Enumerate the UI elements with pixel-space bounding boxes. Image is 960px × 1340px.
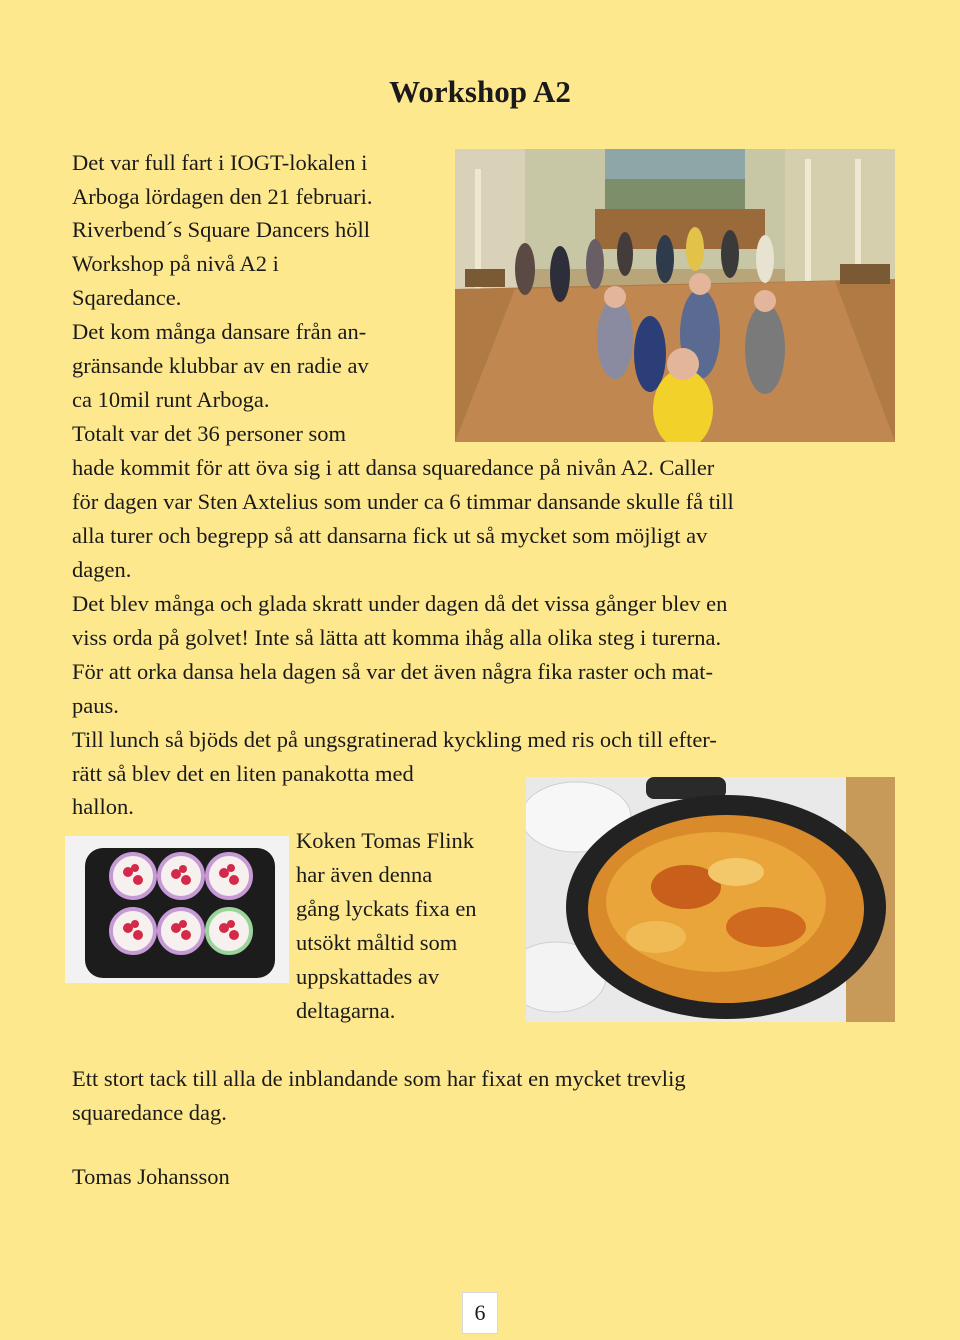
- body-line: för dagen var Sten Axtelius som under ca 6 timmar dansande skulle få till: [72, 489, 734, 514]
- intro-line: Sqaredance.: [72, 285, 182, 310]
- thanks-line: Ett stort tack till alla de inblandande som har fixat en mycket trevlig: [72, 1066, 686, 1091]
- intro-line: gränsande klubbar av en radie av: [72, 353, 369, 378]
- dessert-photo: [65, 836, 289, 983]
- body-line: alla turer och begrepp så att dansarna fick ut så mycket som möjligt av: [72, 523, 708, 548]
- cook-line: har även denna: [296, 862, 433, 887]
- thanks-line: squaredance dag.: [72, 1100, 227, 1125]
- intro-line: Det kom många dansare från an-: [72, 319, 367, 344]
- intro-line: ca 10mil runt Arboga.: [72, 387, 270, 412]
- body-line: dagen.: [72, 557, 132, 582]
- body-line: hallon.: [72, 794, 134, 819]
- body-line: viss orda på golvet! Inte så lätta att komma ihåg alla olika steg i turerna.: [72, 625, 722, 650]
- body-line: hade kommit för att öva sig i att dansa squaredance på nivån A2. Caller: [72, 455, 715, 480]
- cook-line: gång lyckats fixa en: [296, 896, 477, 921]
- page-number: 6: [462, 1292, 498, 1334]
- intro-line: Arboga lördagen den 21 februari.: [72, 184, 373, 209]
- intro-line: Det var full fart i IOGT-lokalen i: [72, 150, 368, 175]
- cook-line: uppskattades av: [296, 964, 440, 989]
- intro-line: Riverbend´s Square Dancers höll: [72, 217, 371, 242]
- cook-line: deltagarna.: [296, 998, 396, 1023]
- intro-line: Totalt var det 36 personer som: [72, 421, 346, 446]
- page-title: Workshop A2: [389, 74, 571, 109]
- intro-line: Workshop på nivå A2 i: [72, 251, 279, 276]
- signature: Tomas Johansson: [72, 1164, 230, 1189]
- cook-line: Koken Tomas Flink: [296, 828, 475, 853]
- body-line: rätt så blev det en liten panakotta med: [72, 761, 414, 786]
- body-line: Till lunch så bjöds det på ungsgratinerad kyckling med ris och till efter-: [72, 727, 717, 752]
- body-line: Det blev många och glada skratt under dagen då det vissa gånger blev en: [72, 591, 728, 616]
- body-line: paus.: [72, 693, 119, 718]
- cook-line: utsökt måltid som: [296, 930, 458, 955]
- square-dance-photo: [455, 149, 895, 442]
- casserole-photo: [526, 777, 895, 1022]
- body-line: För att orka dansa hela dagen så var det även några fika raster och mat-: [72, 659, 713, 684]
